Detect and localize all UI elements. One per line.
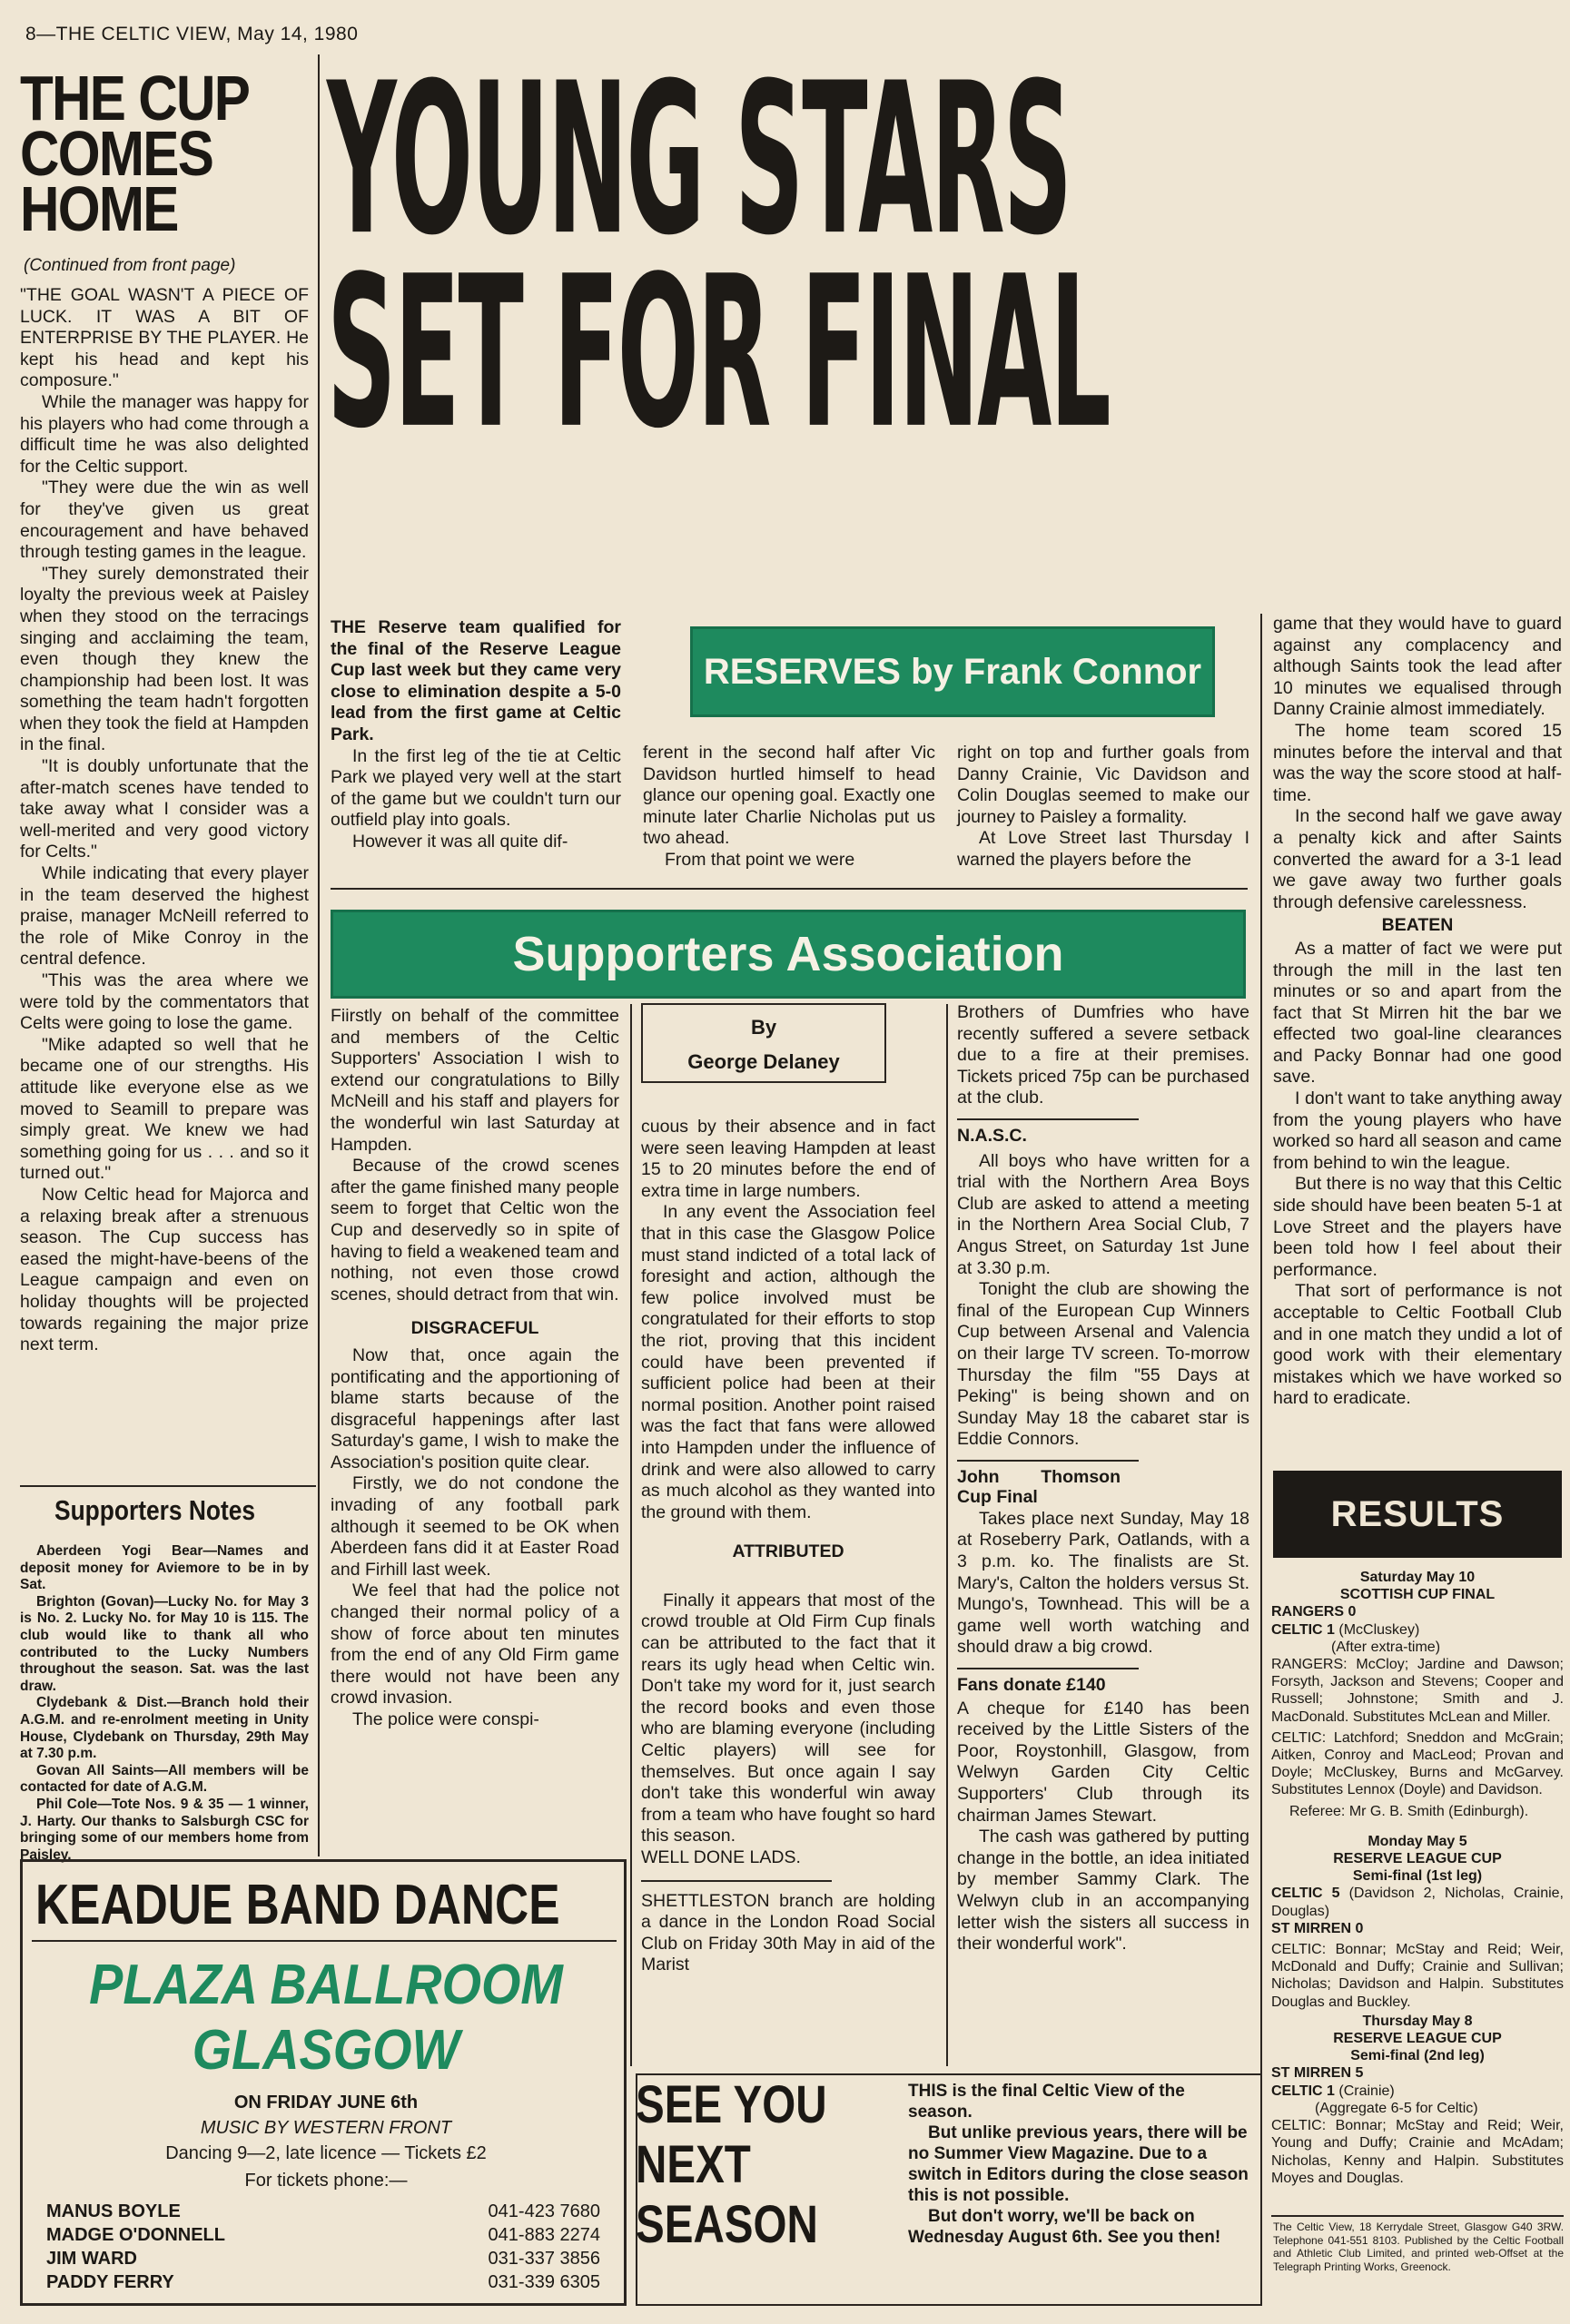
final-issue-note <box>908 2081 1251 2248</box>
notes-item: Phil Cole—Tote Nos. 9 & 35 — 1 winner, J. Harty. Our thanks to Salsburgh CSC for bringing some of our members home from Paisley. <box>20 1796 309 1863</box>
notes-item: Aberdeen Yogi Bear—Names and deposit money for Aviemore to be in by Sat. <box>20 1543 309 1593</box>
result-line: RANGERS 0 <box>1271 1604 1357 1620</box>
reserves-paragraph: However it was all quite dif- <box>352 831 568 852</box>
supporters-paragraph: Now that, once again the pontificating and the apportioning of blame starts because of the disgraceful happenings after last Saturday's game, I wish to make the Association's position quite clear. <box>331 1344 619 1472</box>
cup-headline <box>20 63 278 244</box>
reserves-col-3 <box>957 743 1249 872</box>
supporters-notes-title: Supporters Notes <box>54 1494 256 1526</box>
dance-advert <box>20 1859 627 2306</box>
result-competition: RESERVE LEAGUE CUP <box>1333 1851 1502 1867</box>
supporters-col-2 <box>641 1117 935 1976</box>
reserves-paragraph: The home team scored 15 minutes before the interval and that was the way the score stood at half-time. <box>1273 720 1562 805</box>
result-line: CELTIC 5 <box>1271 1886 1340 1902</box>
reserves-paragraph: In the second half we gave away a penalty kick and after Saints converted the award for a 3-1 lead we gave away two further goals through defensive carelessness. <box>1273 806 1562 912</box>
column-rule <box>1260 614 1262 2073</box>
supporters-paragraph: Brothers of Dumfries who have recently suffered a severe setback due to a fire at their premises. Tickets priced 75p can be purchased at the club. <box>957 1002 1249 1108</box>
see-you-line: NEXT <box>636 2135 751 2194</box>
reserves-banner-text: RESERVES by Frank Connor <box>703 652 1202 692</box>
result-scorers: (McCluskey) <box>1338 1621 1420 1638</box>
cup-paragraph: Now Celtic head for Majorca and a relaxing break after a strenuous season. The Cup success has eased the might-have-beens of the League campaign and even on holiday thoughts will be projected towards regaining the major prize next term. <box>20 1184 309 1355</box>
reserves-paragraph: I don't want to take anything away from the young players who have worked so hard all season and came from behind to win the league. <box>1273 1088 1562 1173</box>
item-rule <box>957 1460 1139 1462</box>
result-scorers: (Davidson 2, Nicholas, Crainie, Douglas) <box>1271 1886 1564 1919</box>
dance-contact <box>46 2201 600 2222</box>
contact-number: 041-423 7680 <box>488 2201 600 2221</box>
supporters-paragraph: SHETTLESTON branch are holding a dance in the London Road Social Club on Friday 30th May in aid of the Marist <box>641 1890 935 1975</box>
supporters-paragraph: Takes place next Sunday, May 18 at Roseberry Park, Oatlands, with a 3 p.m. ko. The finalists are St. Mary's, Calton the holders versus St. Mungo's, Townhead. This will be a game well worth watching and should draw a big crowd. <box>957 1508 1249 1658</box>
reserves-banner <box>690 626 1215 717</box>
contact-name: MANUS BOYLE <box>46 2201 181 2221</box>
final-note-paragraph: But don't worry, we'll be back on Wednesday August 6th. See you then! <box>908 2207 1221 2247</box>
dance-phone-label: For tickets phone:— <box>244 2171 408 2191</box>
imprint: The Celtic View, 18 Kerrydale Street, Glasgow G40 3RW. Telephone 041-551 8103. Published by the Celtic Football and Athletic Club Limited, and printed web-Offset at the Telegraph Printing Works, Greenock. <box>1273 2221 1564 2273</box>
subhead-disgraceful: DISGRACEFUL <box>410 1318 539 1339</box>
cup-paragraph: "They surely demonstrated their loyalty the previous week at Paisley when they stood on the terracings singing and acclaiming the team, even though they knew the championship had been lost. It was something the team hadn't forgotten when they took the field at Hampden in the final. <box>20 563 309 755</box>
dance-venue <box>23 1953 629 2083</box>
reserves-col-1 <box>331 617 621 853</box>
result-line: ST MIRREN 5 <box>1271 2065 1364 2082</box>
reserves-paragraph: As a matter of fact we were put through the mill in the last ten minutes or so and apart from the fact that St Mirren hit the bar we effected two goal-line clearances and Packy Bonnar had one good save. <box>1273 938 1562 1088</box>
section-rule <box>20 1485 316 1487</box>
reserves-paragraph: At Love Street last Thursday I warned the players before the <box>957 828 1249 870</box>
result-date: Saturday May 10 <box>1359 1570 1476 1585</box>
column-rule <box>630 1004 632 2066</box>
item-rule <box>641 1880 832 1882</box>
result-note: (After extra-time) <box>1331 1639 1441 1655</box>
reserves-col-4 <box>1273 614 1562 1410</box>
byline-author: George Delaney <box>687 1050 840 1073</box>
item-rule <box>957 1118 1139 1120</box>
section-rule <box>1271 2215 1564 2217</box>
supporters-notes-body <box>20 1543 309 1864</box>
result-date: Monday May 5 <box>1368 1833 1467 1849</box>
result-note: (Aggregate 6-5 for Celtic) <box>1315 2100 1478 2116</box>
contact-name: MADGE O'DONNELL <box>46 2225 225 2245</box>
final-note-paragraph: THIS is the final Celtic View of the season. <box>908 2082 1185 2122</box>
contact-number: 031-337 3856 <box>488 2249 600 2269</box>
dance-contact <box>46 2272 600 2293</box>
notes-item: Brighton (Govan)—Lucky No. for May 3 is No. 2. Lucky No. for May 10 is 115. The club would like to thank all who contributed to the Lucky Numbers throughout the season. Sat. was the last draw. <box>20 1593 309 1694</box>
supporters-paragraph: We feel that had the police not changed their normal policy of a show of force about ten minutes from the end of any Old Firm game there would not have been any crowd invasion. <box>331 1581 619 1709</box>
headline-line: SET FOR FINAL <box>327 231 1110 476</box>
supporters-paragraph: In any event the Association feel that in this case the Glasgow Police must stand indicted of a total lack of foresight and action, although the few police involved must be congratulated for their efforts to stop the riot, proving that this incident could have been prevented if sufficient police had been at their normal position. Another point raised was the fact that fans were allowed into Hampden under the influence of drink and were also allowed to carry as much alcohol as they wanted into the ground with them. <box>641 1202 935 1522</box>
supporters-paragraph: Firstly, we do not condone the invading of any football park although it seemed to be OK when Aberdeen fans did it at Easter Road and Firhill last week. <box>331 1473 619 1580</box>
supporters-banner-text: Supporters Association <box>512 927 1064 981</box>
supporters-paragraph: The police were conspi- <box>352 1709 539 1729</box>
reserves-paragraph: In the first leg of the tie at Celtic Park we played very well at the start of the game but we couldn't turn our outfield play into goals. <box>331 745 621 831</box>
reserves-paragraph: That sort of performance is not acceptable to Celtic Football Club and in one match they undid a lot of good work with their elementary mistakes which we have worked so hard to eradicate. <box>1273 1281 1562 1409</box>
dance-music: MUSIC BY WESTERN FRONT <box>200 2118 452 2138</box>
result-leg: Semi-final (2nd leg) <box>1350 2048 1485 2064</box>
supporters-paragraph: Fiirstly on behalf of the committee and members of the Celtic Supporters' Association I wish to extend our congratulations to Billy McNeill and his staff and players for the wonderful win last Saturday at Hampden. <box>331 1006 619 1155</box>
supporters-paragraph: Because of the crowd scenes after the game finished many people seem to forget that Celtic won the Cup and deservedly so in spite of having to field a weakened team and nothing, not even those crowd scenes, should detract from that win. <box>331 1156 619 1305</box>
result-line: CELTIC 1 <box>1271 2083 1335 2099</box>
supporters-paragraph: A cheque for £140 has been received by the Little Sisters of the Poor, Roystonhill, Glasgow, from Welwyn Garden City Celtic Supporters' Club through its chairman James Stewart. <box>957 1698 1249 1826</box>
cup-paragraph: "They were due the win as well for they've given us great encouragement and have behaved through testing games in the league. <box>20 478 309 563</box>
reserves-paragraph: ferent in the second half after Vic Davidson hurtled himself to head glance our opening goal. Exactly one minute later Charlie Nicholas put us two ahead. <box>643 743 935 849</box>
supporters-paragraph: cuous by their absence and in fact were seen leaving Hampden at least 15 to 20 minutes before the end of extra time in large numbers. <box>641 1117 935 1201</box>
final-note-paragraph: But unlike previous years, there will be no Summer View Magazine. Due to a switch in Editors during the close season this is not possible. <box>908 2123 1249 2205</box>
notes-item: Clydebank & Dist.—Branch hold their A.G.M. and re-enrolment meeting in Unity House, Clydebank on Thursday, 29th May at 7.30 p.m. <box>20 1695 309 1762</box>
cup-paragraph: "It is doubly unfortunate that the after-match scenes have tended to take away what I consider was a well-merited and very good victory for Celts." <box>20 756 309 862</box>
subhead-beaten: BEATEN <box>1381 915 1454 936</box>
contact-name: JIM WARD <box>46 2249 137 2269</box>
dance-contact <box>46 2249 600 2270</box>
result-scorers: (Crainie) <box>1338 2083 1395 2099</box>
result-competition: SCOTTISH CUP FINAL <box>1339 1587 1496 1603</box>
column-rule <box>946 1004 948 2066</box>
supporters-paragraph: WELL DONE LADS. <box>641 1847 801 1867</box>
cup-headline-line: COMES <box>20 118 213 189</box>
dance-date: ON FRIDAY JUNE 6th <box>233 2093 419 2112</box>
continued-note: (Continued from front page) <box>24 256 236 275</box>
result-date: Thursday May 8 <box>1362 2013 1473 2029</box>
item-rule <box>957 1668 1139 1669</box>
dance-venue-line: PLAZA BALLROOM <box>89 1954 563 2016</box>
column-rule <box>318 54 320 1856</box>
dance-title: KEADUE BAND DANCE <box>35 1874 560 1936</box>
result-line: CELTIC 1 <box>1271 1621 1335 1638</box>
reserves-col-2 <box>643 743 935 872</box>
headline-line: YOUNG STARS <box>327 38 1071 282</box>
result-line: ST MIRREN 0 <box>1271 1920 1364 1936</box>
subhead-attributed: ATTRIBUTED <box>732 1541 844 1562</box>
reserves-paragraph: From that point we were <box>665 849 855 870</box>
cup-paragraph: "THE GOAL WASN'T A PIECE OF LUCK. IT WAS A BIT OF ENTERPRISE BY THE PLAYER. He kept his head and kept his composure." <box>20 285 309 391</box>
reserves-paragraph: But there is no way that this Celtic side should have been beaten 5-1 at Love Street and the players have been told how I feel about their performance. <box>1273 1174 1562 1280</box>
results-banner: RESULTS <box>1273 1471 1562 1558</box>
supporters-paragraph: The cash was gathered by putting change in the bottle, an idea initiated by member Sammy Clark. The Welwyn club in an accompanying letter wish the sisters all success in their wonderful work". <box>957 1827 1249 1955</box>
folio-line: 8—THE CELTIC VIEW, May 14, 1980 <box>25 24 359 44</box>
supporters-col-3 <box>957 1002 1249 1955</box>
cup-headline-line: HOME <box>20 173 178 244</box>
result-lineup: RANGERS: McCloy; Jardine and Dawson; Forsyth, Jackson and Stevens; Cooper and Russell; Johnstone; Smith and J. MacDonald. Substitutes McLean and Miller. <box>1271 1657 1564 1725</box>
reserves-paragraph: right on top and further goals from Danny Crainie, Vic Davidson and Colin Douglas seemed to make our journey to Paisley a formality. <box>957 743 1249 827</box>
cup-paragraph: While indicating that every player in the team deserved the highest praise, manager McNeill referred to the role of Mike Conroy in the central defence. <box>20 863 309 970</box>
subhead-fans-donate: Fans donate £140 <box>957 1675 1106 1696</box>
subhead-john-thomson: John Thomson Cup Final <box>957 1466 1121 1507</box>
byline-box <box>641 1003 886 1083</box>
notes-item: Govan All Saints—All members will be contacted for date of A.G.M. <box>20 1762 309 1796</box>
supporters-col-1 <box>331 1006 619 1731</box>
contact-name: PADDY FERRY <box>46 2272 174 2292</box>
dance-times: Dancing 9—2, late licence — Tickets £2 <box>165 2143 487 2163</box>
cup-article-body <box>20 285 309 1356</box>
cup-paragraph: While the manager was happy for his players who had come through a difficult time he was also delighted for the Celtic support. <box>20 391 309 477</box>
result-lineup: CELTIC: Bonnar; McStay and Reid; Weir, Young and Duffy; Crainie and McAdam; Nicholas, Kenny and Halpin. Substitutes Moyes and Douglas. <box>1271 2118 1564 2186</box>
cup-paragraph: "Mike adapted so well that he became one of our strengths. His attitude like everyone else as we moved to Seamill to prepare was simply great. We knew we had something going for us . . . and so it turned out." <box>20 1034 309 1184</box>
supporters-paragraph: Finally it appears that most of the crowd trouble at Old Firm Cup finals can be attributed to the fact that it rears its ugly head when Celtic win. Don't take my word for it, just search the record books and even those who are blaming everyone (including Celtic players) will see for themselves. But once again I say don't take this wonderful win away from a team who have fought so hard this season. <box>641 1590 935 1846</box>
supporters-paragraph: Tonight the club are showing the final of the European Cup Winners Cup between Arsenal and Valencia on their large TV screen. To-morrow Thursday the film "55 Days at Peking" is being shown and on Sunday May 18 the cabaret star is Eddie Connors. <box>957 1279 1249 1450</box>
see-you-line: SEE YOU <box>636 2075 827 2134</box>
contact-number: 041-883 2274 <box>488 2225 600 2245</box>
subhead-nasc: N.A.S.C. <box>957 1125 1027 1146</box>
result-lineup: CELTIC: Latchford; Sneddon and McGrain; Aitken, Conroy and MacLeod; Provan and Doyle; McCluskey, Burns and McGarvey. Substitutes Lennox (Doyle) and Davidson. <box>1271 1729 1564 1798</box>
main-headline <box>327 38 1110 476</box>
result-lineup: CELTIC: Bonnar; McStay and Reid; Weir, McDonald and Duffy; Crainie and Sullivan; Nicholas; Davidson and Halpin. Substitutes Douglas and Buckley. <box>1271 1942 1564 2010</box>
result-competition: RESERVE LEAGUE CUP <box>1333 2031 1502 2047</box>
contact-number: 031-339 6305 <box>488 2272 600 2292</box>
reserves-lead: THE Reserve team qualified for the final of the Reserve League Cup last week but they came very close to elimination despite a 5-0 lead from the first game at Celtic Park. <box>331 617 621 744</box>
dance-contact <box>46 2225 600 2246</box>
cup-paragraph: "This was the area where we were told by the commentators that Celts were going to lose the game. <box>20 970 309 1034</box>
result-leg: Semi-final (1st leg) <box>1352 1868 1483 1885</box>
result-referee: Referee: Mr G. B. Smith (Edinburgh). <box>1289 1803 1529 1819</box>
dance-venue-line: GLASGOW <box>192 2019 460 2082</box>
supporters-banner <box>331 910 1246 999</box>
section-rule <box>331 888 1248 890</box>
supporters-paragraph: All boys who have written for a trial with the Northern Area Boys Club are asked to attend a meeting in the Northern Area Social Club, 7 Angus Street, on Saturday 1st June at 3.30 p.m. <box>957 1150 1249 1278</box>
advert-rule <box>32 1940 617 1942</box>
results-body <box>1271 1569 1564 2187</box>
byline-by: By <box>750 1016 777 1039</box>
reserves-paragraph: game that they would have to guard against any complacency and although Saints took the lead after 10 minutes we equalised through Danny Crainie almost immediately. <box>1273 614 1562 720</box>
cup-headline-line: THE CUP <box>20 63 250 133</box>
see-you-line: SEASON <box>636 2195 818 2254</box>
see-you-headline <box>636 2075 865 2302</box>
